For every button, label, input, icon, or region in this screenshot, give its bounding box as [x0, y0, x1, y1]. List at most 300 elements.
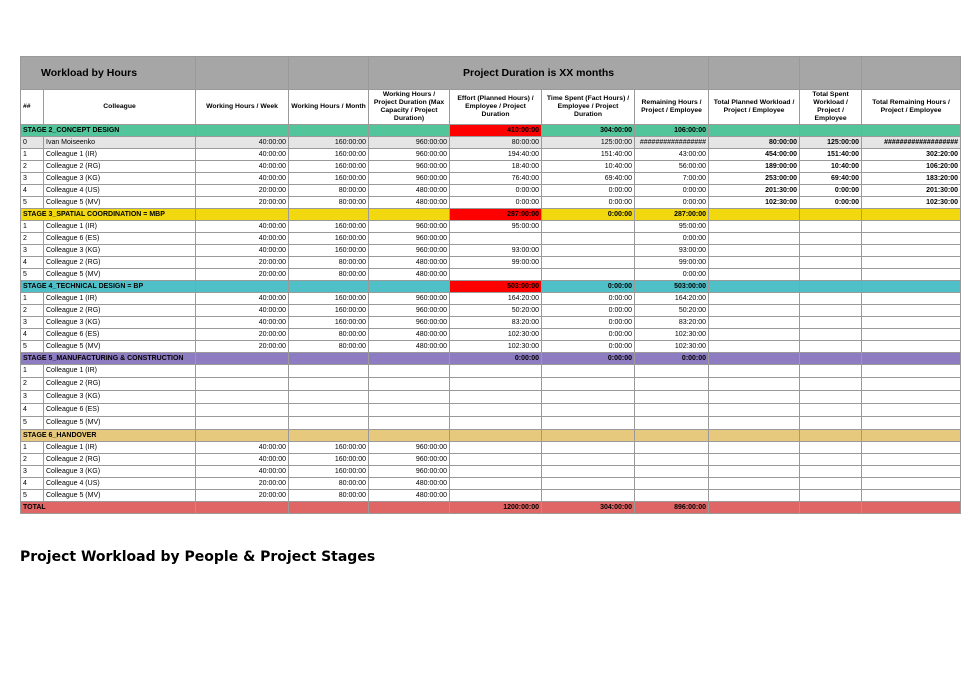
- hours-month: 160:00:00: [289, 221, 369, 233]
- hours-week: 40:00:00: [196, 137, 289, 149]
- total-label: TOTAL: [21, 502, 196, 514]
- time-spent: 0:00:00: [542, 293, 635, 305]
- total-spent: [800, 257, 862, 269]
- total-spent: [800, 365, 862, 378]
- stage-remaining: 503:00:00: [635, 281, 709, 293]
- workload-table: [20, 56, 961, 514]
- stage-remaining: 106:00:00: [635, 125, 709, 137]
- stage-blank-cell: [289, 209, 369, 221]
- total-spent: 125:00:00: [800, 137, 862, 149]
- hours-month: 160:00:00: [289, 454, 369, 466]
- stage-spent: 0:00:00: [542, 281, 635, 293]
- colleague-name: Colleague 2 (RG): [44, 257, 196, 269]
- stage-blank-cell: [800, 281, 862, 293]
- stage-remaining: [635, 430, 709, 442]
- colleague-name: Colleague 1 (IR): [44, 293, 196, 305]
- stage-blank-cell: [862, 209, 961, 221]
- stage-blank-cell: [800, 125, 862, 137]
- total-remaining: [862, 269, 961, 281]
- remaining-hours: 99:00:00: [635, 257, 709, 269]
- hours-week: 20:00:00: [196, 490, 289, 502]
- total-planned: [709, 233, 800, 245]
- colleague-name: Colleague 6 (ES): [44, 404, 196, 417]
- effort-planned: 102:30:00: [450, 329, 542, 341]
- total-remaining: 183:20:00: [862, 173, 961, 185]
- total-planned: [709, 391, 800, 404]
- table-row: [21, 341, 961, 353]
- time-spent: [542, 233, 635, 245]
- total-remaining: 102:30:00: [862, 197, 961, 209]
- column-header: Working Hours / Week: [196, 90, 289, 125]
- colleague-name: Colleague 1 (IR): [44, 221, 196, 233]
- hours-duration: 960:00:00: [369, 233, 450, 245]
- stage-blank-cell: [196, 209, 289, 221]
- total-spent: 0:00:00: [800, 197, 862, 209]
- remaining-hours: 0:00:00: [635, 185, 709, 197]
- total-remaining: [862, 404, 961, 417]
- remaining-hours: 0:00:00: [635, 233, 709, 245]
- stage-row: [21, 430, 961, 442]
- hours-month: [289, 378, 369, 391]
- remaining-hours: 95:00:00: [635, 221, 709, 233]
- table-row: [21, 137, 961, 149]
- effort-planned: 93:00:00: [450, 245, 542, 257]
- hours-month: 160:00:00: [289, 173, 369, 185]
- colleague-name: Colleague 6 (ES): [44, 233, 196, 245]
- hours-week: 40:00:00: [196, 466, 289, 478]
- total-spent: [800, 404, 862, 417]
- stage-blank-cell: [862, 353, 961, 365]
- hours-duration: 960:00:00: [369, 161, 450, 173]
- stage-spent: 0:00:00: [542, 353, 635, 365]
- total-effort: 1200:00:00: [450, 502, 542, 514]
- hours-week: 40:00:00: [196, 233, 289, 245]
- effort-planned: [450, 454, 542, 466]
- stage-blank-cell: [369, 281, 450, 293]
- hours-week: 20:00:00: [196, 269, 289, 281]
- total-remaining: [862, 466, 961, 478]
- stage-blank-cell: [196, 430, 289, 442]
- hours-duration: 480:00:00: [369, 269, 450, 281]
- stage-row: [21, 353, 961, 365]
- row-number: 5: [21, 197, 44, 209]
- colleague-name: Colleague 1 (IR): [44, 365, 196, 378]
- hours-duration: [369, 417, 450, 430]
- row-number: 3: [21, 317, 44, 329]
- row-number: 2: [21, 233, 44, 245]
- stage-label: STAGE 3_SPATIAL COORDINATION = MBP: [21, 209, 196, 221]
- column-header: Working Hours / Project Duration (Max Capacity / Project Duration): [369, 90, 450, 125]
- total-blank-cell: [862, 502, 961, 514]
- colleague-name: Colleague 5 (MV): [44, 341, 196, 353]
- hours-month: 160:00:00: [289, 245, 369, 257]
- remaining-hours: [635, 417, 709, 430]
- table-row: [21, 391, 961, 404]
- total-row: [21, 502, 961, 514]
- stage-remaining: 287:00:00: [635, 209, 709, 221]
- row-number: 1: [21, 221, 44, 233]
- remaining-hours: 102:30:00: [635, 341, 709, 353]
- total-planned: [709, 478, 800, 490]
- total-remaining: [862, 305, 961, 317]
- effort-planned: [450, 378, 542, 391]
- column-header: Working Hours / Month: [289, 90, 369, 125]
- time-spent: 69:40:00: [542, 173, 635, 185]
- hours-week: [196, 378, 289, 391]
- total-remaining: [862, 490, 961, 502]
- effort-planned: 164:20:00: [450, 293, 542, 305]
- total-spent: [800, 221, 862, 233]
- total-planned: 253:00:00: [709, 173, 800, 185]
- stage-effort: 503:00:00: [450, 281, 542, 293]
- hours-month: 160:00:00: [289, 149, 369, 161]
- total-spent: 304:00:00: [542, 502, 635, 514]
- row-number: 1: [21, 365, 44, 378]
- stage-effort: 410:00:00: [450, 125, 542, 137]
- row-number: 3: [21, 245, 44, 257]
- hours-week: 40:00:00: [196, 149, 289, 161]
- hours-week: 40:00:00: [196, 305, 289, 317]
- total-remaining: [862, 417, 961, 430]
- hours-duration: 960:00:00: [369, 293, 450, 305]
- total-remaining: 106:20:00: [862, 161, 961, 173]
- total-spent: [800, 417, 862, 430]
- colleague-name: Colleague 5 (MV): [44, 197, 196, 209]
- remaining-hours: 0:00:00: [635, 197, 709, 209]
- total-spent: [800, 378, 862, 391]
- total-planned: [709, 305, 800, 317]
- hours-month: 160:00:00: [289, 442, 369, 454]
- title-blank-cell: [862, 57, 961, 90]
- row-number: 3: [21, 391, 44, 404]
- table-row: [21, 442, 961, 454]
- effort-planned: 80:00:00: [450, 137, 542, 149]
- effort-planned: 102:30:00: [450, 341, 542, 353]
- stage-effort: [450, 430, 542, 442]
- stage-label: STAGE 4_TECHNICAL DESIGN = BP: [21, 281, 196, 293]
- hours-week: 40:00:00: [196, 173, 289, 185]
- table-row: [21, 221, 961, 233]
- total-remaining: [862, 454, 961, 466]
- hours-duration: 960:00:00: [369, 173, 450, 185]
- time-spent: 0:00:00: [542, 197, 635, 209]
- colleague-name: Colleague 5 (MV): [44, 269, 196, 281]
- column-header: Total Spent Workload / Project / Employee: [800, 90, 862, 125]
- hours-duration: 960:00:00: [369, 149, 450, 161]
- hours-month: 80:00:00: [289, 478, 369, 490]
- hours-duration: 480:00:00: [369, 490, 450, 502]
- table-row: [21, 478, 961, 490]
- row-number: 2: [21, 161, 44, 173]
- hours-month: 160:00:00: [289, 161, 369, 173]
- time-spent: [542, 478, 635, 490]
- stage-blank-cell: [369, 125, 450, 137]
- stage-blank-cell: [800, 353, 862, 365]
- sheet-title: Workload by Hours: [21, 57, 196, 90]
- effort-planned: 0:00:00: [450, 185, 542, 197]
- row-number: 1: [21, 442, 44, 454]
- stage-spent: 0:00:00: [542, 209, 635, 221]
- time-spent: 0:00:00: [542, 341, 635, 353]
- colleague-name: Colleague 2 (RG): [44, 161, 196, 173]
- row-number: 5: [21, 269, 44, 281]
- row-number: 0: [21, 137, 44, 149]
- colleague-name: Colleague 3 (KG): [44, 317, 196, 329]
- title-blank-cell: [196, 57, 289, 90]
- remaining-hours: [635, 378, 709, 391]
- total-spent: [800, 391, 862, 404]
- total-spent: 69:40:00: [800, 173, 862, 185]
- effort-planned: [450, 404, 542, 417]
- time-spent: 0:00:00: [542, 317, 635, 329]
- hours-week: 40:00:00: [196, 221, 289, 233]
- colleague-name: Colleague 5 (MV): [44, 417, 196, 430]
- colleague-name: Colleague 4 (US): [44, 185, 196, 197]
- time-spent: 10:40:00: [542, 161, 635, 173]
- hours-week: [196, 391, 289, 404]
- hours-month: 80:00:00: [289, 269, 369, 281]
- column-header: Total Planned Workload / Project / Employee: [709, 90, 800, 125]
- table-row: [21, 257, 961, 269]
- hours-duration: 960:00:00: [369, 137, 450, 149]
- total-spent: [800, 293, 862, 305]
- stage-row: [21, 125, 961, 137]
- hours-month: 80:00:00: [289, 490, 369, 502]
- total-remaining: [862, 365, 961, 378]
- colleague-name: Colleague 2 (RG): [44, 378, 196, 391]
- stage-blank-cell: [196, 281, 289, 293]
- effort-planned: [450, 478, 542, 490]
- total-planned: [709, 365, 800, 378]
- total-planned: 102:30:00: [709, 197, 800, 209]
- total-spent: [800, 317, 862, 329]
- column-header: Remaining Hours / Project / Employee: [635, 90, 709, 125]
- hours-week: 20:00:00: [196, 197, 289, 209]
- hours-duration: 480:00:00: [369, 341, 450, 353]
- hours-duration: 480:00:00: [369, 185, 450, 197]
- table-row: [21, 173, 961, 185]
- effort-planned: 18:40:00: [450, 161, 542, 173]
- hours-month: 80:00:00: [289, 329, 369, 341]
- stage-label: STAGE 6_HANDOVER: [21, 430, 196, 442]
- hours-duration: 480:00:00: [369, 329, 450, 341]
- hours-month: 160:00:00: [289, 137, 369, 149]
- effort-planned: [450, 466, 542, 478]
- colleague-name: Colleague 3 (KG): [44, 391, 196, 404]
- total-blank-cell: [196, 502, 289, 514]
- stage-blank-cell: [369, 430, 450, 442]
- hours-week: 40:00:00: [196, 454, 289, 466]
- stage-effort: 0:00:00: [450, 353, 542, 365]
- stage-row: [21, 209, 961, 221]
- hours-duration: 480:00:00: [369, 257, 450, 269]
- total-spent: 10:40:00: [800, 161, 862, 173]
- column-header: Colleague: [44, 90, 196, 125]
- remaining-hours: [635, 365, 709, 378]
- row-number: 1: [21, 293, 44, 305]
- time-spent: [542, 245, 635, 257]
- stage-label: STAGE 5_MANUFACTURING & CONSTRUCTION: [21, 353, 196, 365]
- stage-spent: [542, 430, 635, 442]
- total-remaining: [862, 221, 961, 233]
- total-planned: [709, 466, 800, 478]
- hours-month: 160:00:00: [289, 466, 369, 478]
- row-number: 4: [21, 404, 44, 417]
- stage-row: [21, 281, 961, 293]
- row-number: 4: [21, 185, 44, 197]
- hours-month: 160:00:00: [289, 305, 369, 317]
- row-number: 1: [21, 149, 44, 161]
- total-planned: [709, 293, 800, 305]
- total-remaining: [862, 257, 961, 269]
- hours-duration: [369, 391, 450, 404]
- table-row: [21, 245, 961, 257]
- stage-blank-cell: [369, 353, 450, 365]
- table-row: [21, 149, 961, 161]
- total-remaining: 201:30:00: [862, 185, 961, 197]
- time-spent: 0:00:00: [542, 329, 635, 341]
- stage-blank-cell: [289, 281, 369, 293]
- total-remaining: 302:20:00: [862, 149, 961, 161]
- stage-blank-cell: [709, 353, 800, 365]
- remaining-hours: [635, 404, 709, 417]
- hours-duration: 480:00:00: [369, 478, 450, 490]
- colleague-name: Colleague 3 (KG): [44, 466, 196, 478]
- row-number: 4: [21, 478, 44, 490]
- stage-blank-cell: [289, 353, 369, 365]
- table-row: [21, 293, 961, 305]
- effort-planned: [450, 442, 542, 454]
- total-remaining: [862, 378, 961, 391]
- total-blank-cell: [709, 502, 800, 514]
- effort-planned: 76:40:00: [450, 173, 542, 185]
- hours-duration: 960:00:00: [369, 442, 450, 454]
- hours-month: 80:00:00: [289, 197, 369, 209]
- total-remaining: [862, 293, 961, 305]
- table-row: [21, 197, 961, 209]
- remaining-hours: 50:20:00: [635, 305, 709, 317]
- hours-month: 80:00:00: [289, 185, 369, 197]
- stage-blank-cell: [289, 430, 369, 442]
- hours-week: 20:00:00: [196, 341, 289, 353]
- total-remaining: [862, 341, 961, 353]
- remaining-hours: 43:00:00: [635, 149, 709, 161]
- total-spent: [800, 466, 862, 478]
- title-blank-cell: [289, 57, 369, 90]
- remaining-hours: 56:00:00: [635, 161, 709, 173]
- total-planned: [709, 490, 800, 502]
- effort-planned: [450, 490, 542, 502]
- table-row: [21, 404, 961, 417]
- remaining-hours: 93:00:00: [635, 245, 709, 257]
- stage-spent: 304:00:00: [542, 125, 635, 137]
- total-planned: 189:00:00: [709, 161, 800, 173]
- hours-week: 40:00:00: [196, 293, 289, 305]
- remaining-hours: [635, 466, 709, 478]
- hours-duration: 960:00:00: [369, 305, 450, 317]
- table-row: [21, 305, 961, 317]
- total-remaining: [862, 329, 961, 341]
- table-row: [21, 365, 961, 378]
- total-planned: [709, 329, 800, 341]
- remaining-hours: [635, 391, 709, 404]
- table-row: [21, 378, 961, 391]
- project-duration-title: Project Duration is XX months: [369, 57, 709, 90]
- colleague-name: Colleague 1 (IR): [44, 149, 196, 161]
- stage-blank-cell: [862, 125, 961, 137]
- effort-planned: 50:20:00: [450, 305, 542, 317]
- row-number: 2: [21, 378, 44, 391]
- hours-week: 40:00:00: [196, 317, 289, 329]
- total-planned: 454:00:00: [709, 149, 800, 161]
- row-number: 2: [21, 305, 44, 317]
- total-spent: 151:40:00: [800, 149, 862, 161]
- hours-week: 40:00:00: [196, 245, 289, 257]
- time-spent: [542, 269, 635, 281]
- effort-planned: 95:00:00: [450, 221, 542, 233]
- table-row: [21, 454, 961, 466]
- row-number: 4: [21, 257, 44, 269]
- colleague-name: Ivan Moiseenko: [44, 137, 196, 149]
- total-planned: 201:30:00: [709, 185, 800, 197]
- time-spent: 0:00:00: [542, 185, 635, 197]
- hours-duration: 960:00:00: [369, 317, 450, 329]
- remaining-hours: [635, 490, 709, 502]
- time-spent: [542, 404, 635, 417]
- effort-planned: [450, 269, 542, 281]
- time-spent: [542, 365, 635, 378]
- time-spent: 0:00:00: [542, 305, 635, 317]
- total-remaining: [862, 317, 961, 329]
- column-header-row: [21, 90, 961, 125]
- time-spent: [542, 378, 635, 391]
- total-blank-cell: [800, 502, 862, 514]
- total-planned: [709, 257, 800, 269]
- row-number: 5: [21, 490, 44, 502]
- hours-month: 80:00:00: [289, 257, 369, 269]
- total-planned: [709, 317, 800, 329]
- hours-duration: 960:00:00: [369, 221, 450, 233]
- effort-planned: 83:20:00: [450, 317, 542, 329]
- stage-blank-cell: [862, 430, 961, 442]
- row-number: 4: [21, 329, 44, 341]
- table-row: [21, 317, 961, 329]
- hours-duration: [369, 404, 450, 417]
- table-body: [21, 125, 961, 514]
- remaining-hours: 83:20:00: [635, 317, 709, 329]
- title-blank-cell: [800, 57, 862, 90]
- table-row: [21, 490, 961, 502]
- stage-blank-cell: [196, 353, 289, 365]
- time-spent: [542, 391, 635, 404]
- hours-duration: 960:00:00: [369, 466, 450, 478]
- hours-month: 80:00:00: [289, 341, 369, 353]
- colleague-name: Colleague 6 (ES): [44, 329, 196, 341]
- total-spent: [800, 269, 862, 281]
- total-planned: [709, 269, 800, 281]
- total-remaining: [862, 478, 961, 490]
- hours-week: 40:00:00: [196, 161, 289, 173]
- total-spent: [800, 490, 862, 502]
- total-blank-cell: [369, 502, 450, 514]
- total-spent: [800, 233, 862, 245]
- effort-planned: [450, 233, 542, 245]
- hours-month: 160:00:00: [289, 317, 369, 329]
- total-planned: [709, 404, 800, 417]
- stage-blank-cell: [709, 281, 800, 293]
- remaining-hours: 0:00:00: [635, 269, 709, 281]
- total-planned: [709, 245, 800, 257]
